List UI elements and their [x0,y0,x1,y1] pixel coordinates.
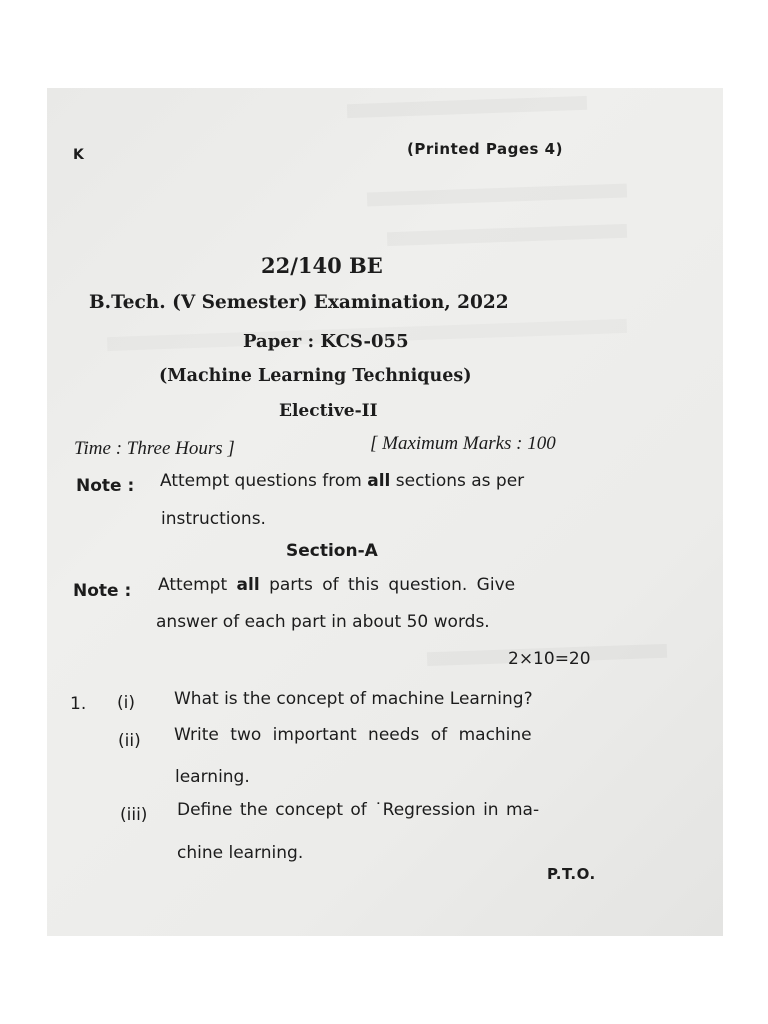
question-part-label: (i) [117,693,135,713]
subject-title: (Machine Learning Techniques) [159,366,472,386]
paper-code: Paper : KCS-055 [243,331,409,352]
printed-pages: (Printed Pages 4) [407,140,563,158]
bleed-through-line [347,96,587,118]
question-part-text: Write two important needs of machine [174,725,532,745]
section-marks: 2×10=20 [508,649,591,669]
section-note-text-end: parts of this question. Give [259,575,516,595]
exam-title: B.Tech. (V Semester) Examination, 2022 [89,292,509,313]
section-note-emphasis: all [236,575,260,595]
question-part-text: What is the concept of machine Learning? [174,689,533,709]
maximum-marks: [ Maximum Marks : 100 [370,433,556,454]
question-part-label: (ii) [118,731,141,751]
section-heading: Section-A [286,541,378,561]
section-note-line2: answer of each part in about 50 words. [156,612,490,632]
general-note-line2: instructions. [161,509,266,529]
general-note-text [160,471,524,491]
section-note-text [158,575,515,595]
exam-duration: Time : Three Hours ] [74,438,235,459]
question-part-text: Define the concept of ˙Regression in ma- [177,800,540,820]
bleed-through-line [387,224,627,246]
please-turn-over: P.T.O. [547,865,596,883]
exam-paper-sheet [47,88,723,936]
general-note-text-start: Attempt questions from [160,471,368,491]
question-part-label: (iii) [120,805,148,825]
general-note-label: Note : [76,476,135,496]
question-number: 1. [70,694,87,714]
section-note-label: Note : [73,581,132,601]
elective-label: Elective-II [279,401,378,421]
paper-code-letter: K [73,147,84,163]
question-part-text-line2: learning. [175,767,250,787]
question-part-text-line2: chine learning. [177,843,304,863]
general-note-emphasis: all [367,471,391,491]
paper-id: 22/140 BE [261,253,383,278]
bleed-through-line [367,183,627,206]
section-note-text-start: Attempt [158,575,237,595]
general-note-text-end: sections as per [390,471,525,491]
